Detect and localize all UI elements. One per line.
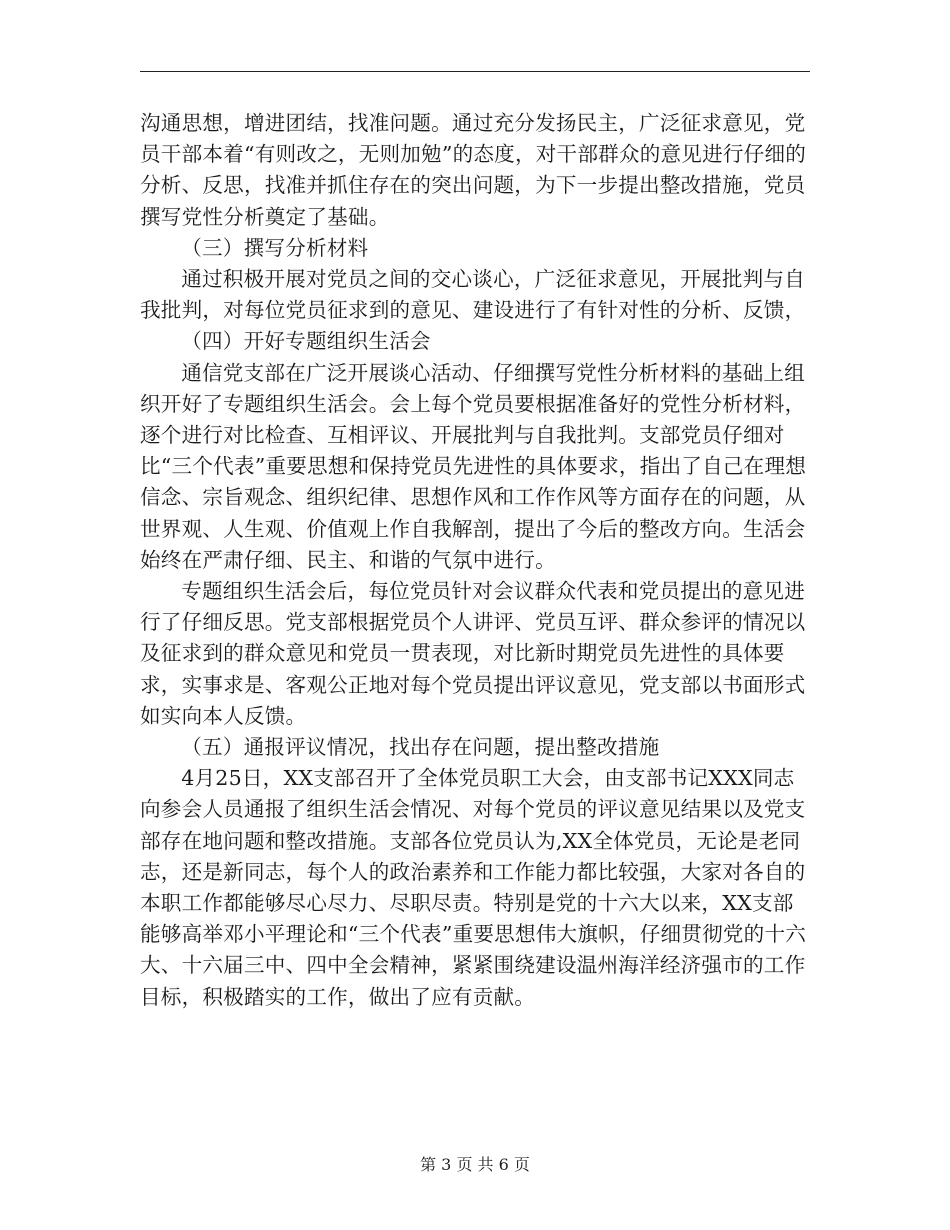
paragraph-3: 通信党支部在广泛开展谈心活动、仔细撰写党性分析材料的基础上组织开好了专题组织生活会。会上每个党员要根据准备好的党性分析材料，逐个进行对比检查、互相评议、开展批判与自我批判。支部党员仔细对比“三个代表”重要思想和保持党员先进性的具体要求，指出了自己在理想信念、宗旨观念、组织纪律、思想作风和工作作风等方面存在的问题，从世界观、人生观、价值观上作自我解剖，提出了今后的整改方向。生活会始终在严肃仔细、民主、和谐的气氛中进行。	[140, 360, 807, 572]
header-rule	[140, 71, 810, 72]
paragraph-1: 沟通思想，增进团结，找准问题。通过充分发扬民主，广泛征求意见，党员干部本着“有则改之，无则加勉”的态度，对干部群众的意见进行仔细的分析、反思，找准并抓住存在的突出问题，为下一步提出整改措施，党员撰写党性分析奠定了基础。	[140, 111, 807, 229]
body-text	[140, 108, 812, 1013]
page-number-footer: 第 3 页 共 6 页	[420, 1155, 530, 1174]
paragraph-2: 通过积极开展对党员之间的交心谈心，广泛征求意见，开展批判与自我批判，对每位党员征求到的意见、建设进行了有针对性的分析、反馈，	[140, 267, 806, 323]
paragraph-5: 4月25日，XX支部召开了全体党员职工大会，由支部书记XXX同志向参会人员通报了组织生活会情况、对每个党员的评议意见结果以及党支部存在地问题和整改措施。支部各位党员认为,XX全体党员，无论是老同志，还是新同志，每个人的政治素养和工作能力都比较强，大家对各自的本职工作都能够尽心尽力、尽职尽责。特别是党的十六大以来，XX支部能够高举邓小平理论和“三个代表”重要思想伟大旗帜，仔细贯彻党的十六大、十六届三中、四中全会精神，紧紧围绕建设温州海洋经济强市的工作目标，积极踏实的工作，做出了应有贡献。	[140, 766, 807, 1009]
paragraph-4: 专题组织生活会后，每位党员针对会议群众代表和党员提出的意见进行了仔细反思。党支部根据党员个人讲评、党员互评、群众参评的情况以及征求到的群众意见和党员一贯表现，对比新时期党员先进性的具体要求，实事求是、客观公正地对每个党员提出评议意见，党支部以书面形式如实向本人反馈。	[140, 579, 806, 728]
section-heading-3: （三）撰写分析材料	[181, 235, 369, 260]
section-heading-4: （四）开好专题组织生活会	[181, 329, 431, 354]
section-heading-5: （五）通报评议情况，找出存在问题，提出整改措施	[181, 735, 660, 760]
